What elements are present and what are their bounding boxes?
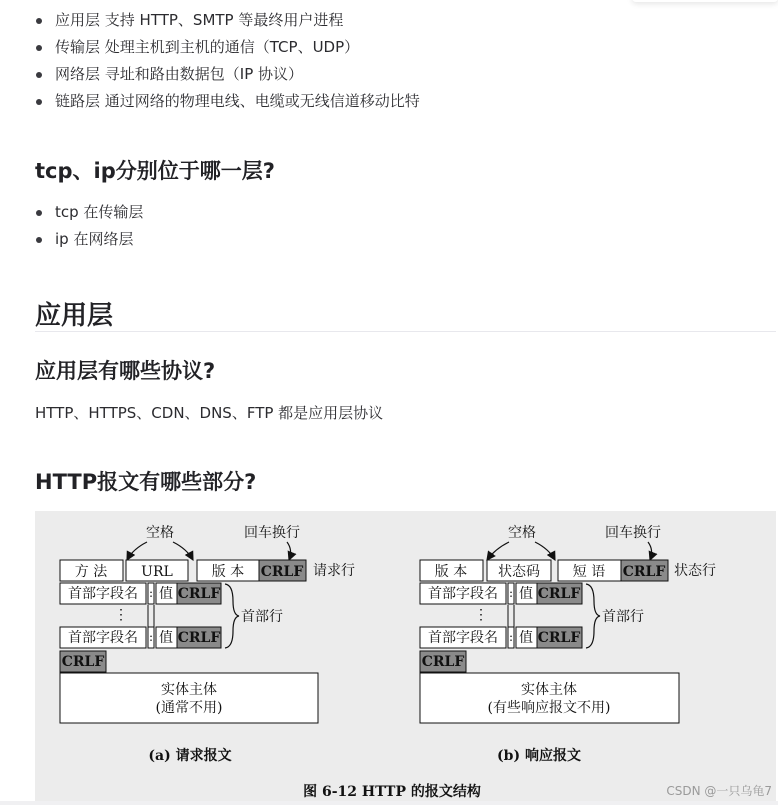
header-field-text: 首部字段名 xyxy=(428,630,498,646)
header-brace xyxy=(225,584,239,648)
status-line-label: 状态行 xyxy=(674,563,716,579)
heading-http-message-parts: HTTP报文有哪些部分? xyxy=(35,470,257,494)
method-label: 方 法 xyxy=(74,564,108,580)
space-label: 空格 xyxy=(508,525,536,541)
value-text: 值 xyxy=(159,586,173,602)
arrow xyxy=(127,542,147,560)
figure-title: 图 6-12 HTTP 的报文结构 xyxy=(303,784,481,800)
layer-list xyxy=(35,7,420,115)
crlf-text: CRLF xyxy=(537,586,581,602)
list-item: 链路层 通过网络的物理电线、电缆或无线信道移动比特 xyxy=(35,88,420,115)
request-line-label: 请求行 xyxy=(313,563,355,579)
popup-shadow xyxy=(632,0,778,2)
header-lines-label: 首部行 xyxy=(241,609,283,625)
crlf-text: CRLF xyxy=(61,654,105,670)
header-field-text: 首部字段名 xyxy=(68,630,138,646)
arrow xyxy=(287,542,291,560)
colon-text: : xyxy=(148,586,154,600)
ellipsis: ⋮ xyxy=(114,607,128,623)
status-code-label: 状态码 xyxy=(498,564,540,580)
header-lines-label: 首部行 xyxy=(602,609,644,625)
header-field-text: 首部字段名 xyxy=(68,586,138,602)
crlf-text: CRLF xyxy=(421,654,465,670)
heading-application-layer: 应用层 xyxy=(35,301,114,331)
value-text: 值 xyxy=(159,630,173,646)
list-item: 传输层 处理主机到主机的通信（TCP、UDP） xyxy=(35,34,420,61)
colon-text: : xyxy=(148,630,154,644)
colon-text: : xyxy=(508,586,514,600)
version-label: 版 本 xyxy=(434,564,468,580)
arrow xyxy=(535,542,555,560)
entity-body-note: (通常不用) xyxy=(155,700,223,716)
crlf-text: CRLF xyxy=(177,630,221,646)
list-item: ip 在网络层 xyxy=(35,226,143,253)
crlf-label: 回车换行 xyxy=(605,525,661,541)
crlf-text: CRLF xyxy=(622,564,666,580)
heading-divider xyxy=(35,331,776,332)
arrow xyxy=(173,542,193,560)
tcp-ip-list xyxy=(35,199,143,253)
protocols-paragraph: HTTP、HTTPS、CDN、DNS、FTP 都是应用层协议 xyxy=(35,404,384,422)
version-label: 版 本 xyxy=(211,564,245,580)
value-text: 值 xyxy=(519,630,533,646)
value-text: 值 xyxy=(519,586,533,602)
crlf-text: CRLF xyxy=(537,630,581,646)
url-label: URL xyxy=(141,564,173,580)
heading-tcp-ip: tcp、ip分别位于哪一层? xyxy=(35,159,275,183)
http-message-figure xyxy=(35,511,776,801)
response-caption: (b) 响应报文 xyxy=(497,748,581,764)
colon-text: : xyxy=(508,630,514,644)
space-label: 空格 xyxy=(146,525,174,541)
csdn-watermark: CSDN @一只乌龟7 xyxy=(666,784,772,798)
entity-body-note: (有些响应报文不用) xyxy=(487,700,611,716)
list-item: 网络层 寻址和路由数据包（IP 协议） xyxy=(35,61,420,88)
response-message-diagram xyxy=(420,524,716,764)
entity-body-title: 实体主体 xyxy=(161,682,217,698)
request-message-diagram xyxy=(60,524,355,764)
entity-body-title: 实体主体 xyxy=(521,682,577,698)
crlf-text: CRLF xyxy=(260,564,304,580)
heading-protocols: 应用层有哪些协议? xyxy=(35,359,216,383)
ellipsis: ⋮ xyxy=(474,607,488,623)
crlf-text: CRLF xyxy=(177,586,221,602)
request-caption: (a) 请求报文 xyxy=(148,748,232,764)
header-brace xyxy=(586,584,600,648)
crlf-label: 回车换行 xyxy=(244,525,300,541)
list-item: tcp 在传输层 xyxy=(35,199,143,226)
header-field-text: 首部字段名 xyxy=(428,586,498,602)
list-item: 应用层 支持 HTTP、SMTP 等最终用户进程 xyxy=(35,7,420,34)
arrow xyxy=(487,542,509,560)
footer-divider xyxy=(0,801,778,805)
arrow xyxy=(648,542,652,560)
phrase-label: 短 语 xyxy=(572,564,606,580)
